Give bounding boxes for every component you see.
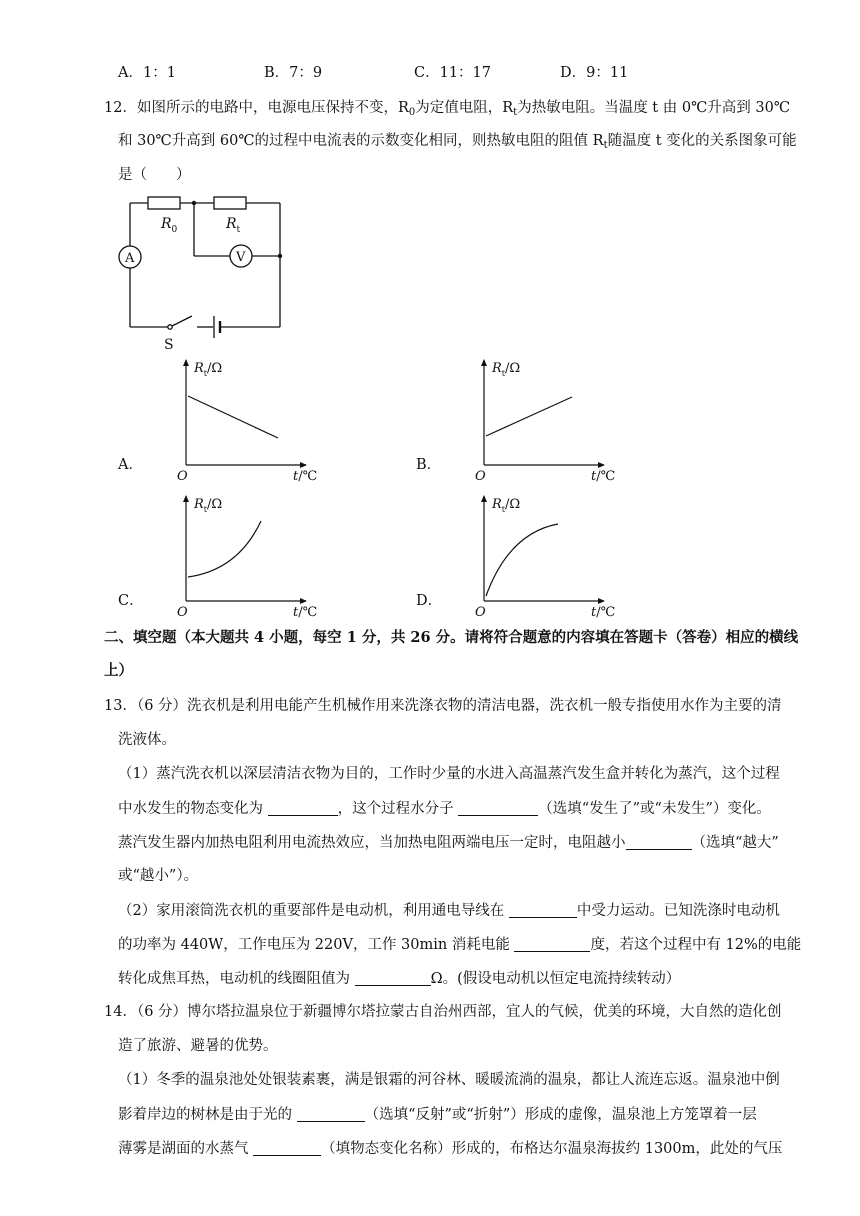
q13-line-3: （1）蒸汽洗衣机以深层清洁衣物为目的，工作时少量的水进入高温蒸汽发生盒并转化为蒸汽，这个过程	[118, 766, 780, 782]
q12-line-2: 和 30℃升高到 60℃的过程中电流表的示数变化相同，则热敏电阻的阻值 $R_t$随温度 t 变化的关系图象可能	[118, 133, 797, 151]
graph-curve	[188, 521, 261, 577]
origin-label: O	[177, 605, 188, 620]
graph-curve	[188, 396, 278, 438]
q12-line-3: 是（ ）	[118, 167, 191, 183]
q11-option-a: A．1：1	[118, 65, 176, 81]
y-axis-label: $R_t/\Omega$	[194, 361, 223, 378]
voltmeter-label: V	[236, 250, 246, 265]
junction-dot	[278, 254, 282, 258]
graph-curve	[486, 397, 572, 436]
graph-curve	[486, 524, 558, 596]
answer-blank	[355, 971, 431, 986]
graph-d	[450, 490, 616, 620]
q13-line-5: 蒸汽发生器内加热电阻利用电流热效应，当加热电阻两端电压一定时，电阻越小 （选填“越大”	[118, 835, 779, 851]
q11-option-d: D．9：11	[560, 65, 629, 81]
graph-option-letter: C．	[118, 593, 144, 609]
answer-blank	[626, 835, 692, 850]
q14-line-3: （1）冬季的温泉池处处银装素裹，满是银霜的河谷林、暖暖流淌的温泉，都让人流连忘返。温泉池中倒	[118, 1072, 780, 1088]
rt-label: $R_t$	[226, 216, 241, 235]
x-axis-label: t/℃	[591, 469, 616, 484]
q11-option-c: C．11：17	[414, 65, 491, 81]
answer-blank	[253, 1141, 321, 1156]
section-2-heading-line-1: 二、填空题（本大题共 4 小题，每空 1 分，共 26 分。请将符合题意的内容填在答题卡（答卷）相应的横线	[104, 629, 799, 646]
r0-label: $R_0$	[161, 216, 178, 235]
q13-line-1: 13．（6 分）洗衣机是利用电能产生机械作用来洗涤衣物的清洁电器，洗衣机一般专指使用水作为主要的清	[104, 698, 782, 714]
answer-blank	[514, 937, 590, 952]
graph-option-letter: A．	[118, 457, 143, 473]
q12-line-1: 12．如图所示的电路中，电源电压保持不变，$R_0$为定值电阻，$R_t$为热敏电阻。当温度 t 由 0℃升高到 30℃	[104, 100, 791, 118]
x-axis-label: t/℃	[293, 469, 318, 484]
resistor-r0	[148, 197, 180, 209]
y-axis-label: $R_t/\Omega$	[492, 497, 521, 514]
q13-line-8: 的功率为 440W，工作电压为 220V，工作 30min 消耗电能 度，若这个过程中有 12%的电能	[118, 937, 802, 953]
q14-line-1: 14．（6 分）博尔塔拉温泉位于新疆博尔塔拉蒙古自治州西部，宜人的气候，优美的环境，大自然的造化创	[104, 1004, 782, 1020]
graph-a	[152, 354, 318, 484]
switch-label: S	[164, 337, 174, 353]
q13-line-9: 转化成焦耳热，电动机的线圈阻值为 Ω。(假设电动机以恒定电流持续转动）	[118, 971, 681, 987]
q13-line-2: 洗液体。	[118, 732, 176, 748]
answer-blank	[509, 903, 577, 918]
switch-blade	[172, 316, 192, 326]
q13-line-7: （2）家用滚筒洗衣机的重要部件是电动机，利用通电导线在 中受力运动。已知洗涤时电动机	[118, 903, 780, 919]
q14-line-2: 造了旅游、避暑的优势。	[118, 1038, 278, 1054]
y-axis-label: $R_t/\Omega$	[194, 497, 223, 514]
q11-option-b: B．7：9	[264, 65, 323, 81]
graph-b	[450, 354, 616, 484]
graph-option-letter: B．	[416, 457, 442, 473]
origin-label: O	[177, 469, 188, 484]
origin-label: O	[475, 605, 486, 620]
graph-option-letter: D．	[416, 593, 443, 609]
graph-c	[152, 490, 318, 620]
origin-label: O	[475, 469, 486, 484]
x-axis-label: t/℃	[293, 605, 318, 620]
ammeter-label: A	[125, 251, 135, 266]
junction-dot	[192, 201, 196, 205]
switch-pivot	[168, 325, 172, 329]
circuit-diagram	[100, 190, 300, 353]
q13-line-4: 中水发生的物态变化为 ，这个过程水分子 （选填“发生了”或“未发生”）变化。	[118, 801, 771, 817]
resistor-rt	[214, 197, 246, 209]
q13-line-6: 或“越小”）。	[118, 868, 199, 884]
x-axis-label: t/℃	[591, 605, 616, 620]
q14-line-4: 影着岸边的树林是由于光的 （选填“反射”或“折射”）形成的虚像，温泉池上方笼罩着一层	[118, 1107, 757, 1123]
answer-blank	[297, 1107, 365, 1122]
y-axis-label: $R_t/\Omega$	[492, 361, 521, 378]
q14-line-5: 薄雾是湖面的水蒸气 （填物态变化名称）形成的，布格达尔温泉海拔约 1300m，此处的气压	[118, 1141, 783, 1157]
answer-blank	[458, 801, 538, 816]
section-2-heading-line-2: 上）	[104, 662, 133, 679]
answer-blank	[268, 801, 338, 816]
